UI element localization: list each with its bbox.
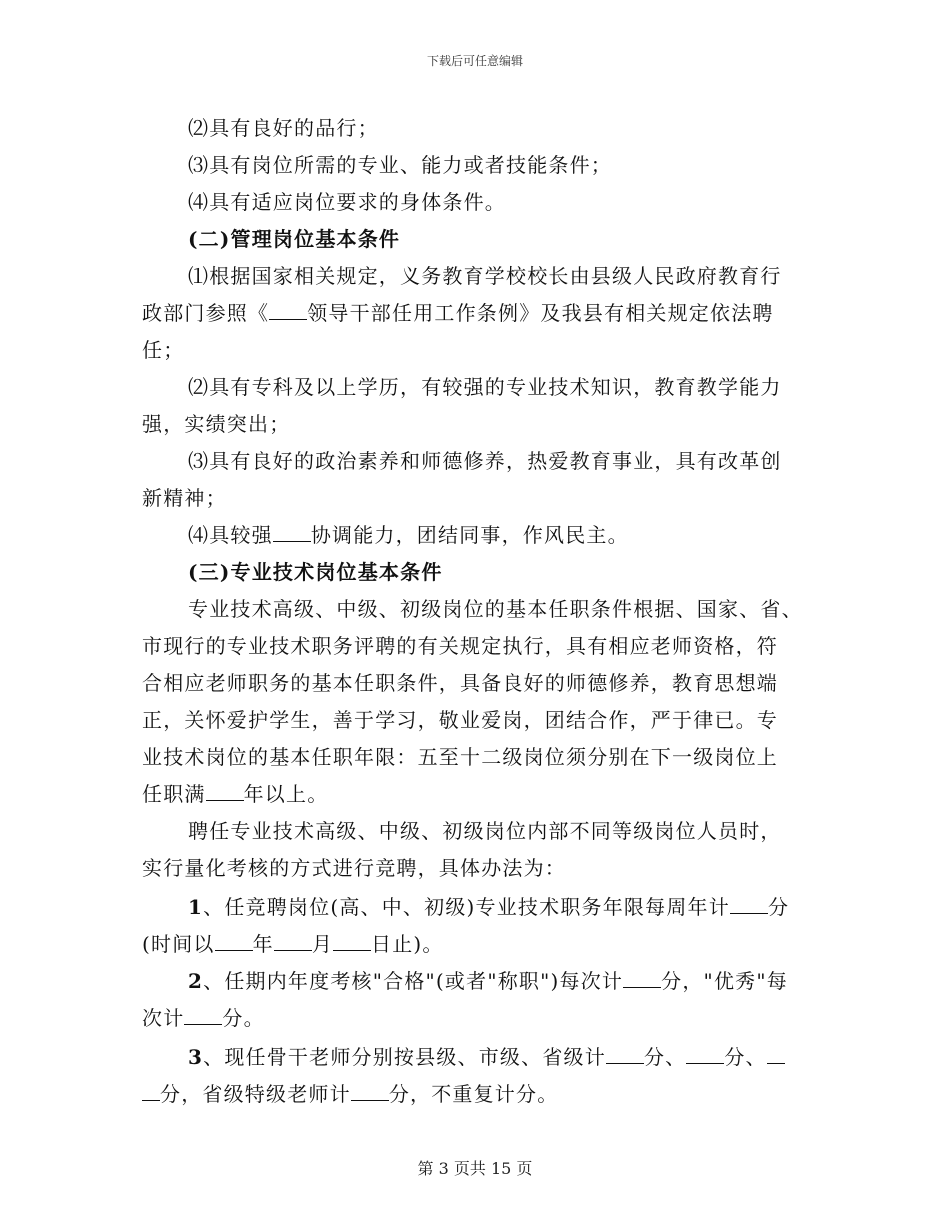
fill-blank (142, 1082, 160, 1101)
paragraph-line (188, 895, 789, 919)
paragraph-line: ⑵具有良好的品行； (188, 116, 379, 140)
fill-blank (184, 1006, 222, 1025)
fill-blank (686, 1045, 724, 1064)
fill-blank (351, 1082, 389, 1101)
text-segment: 分 (767, 895, 790, 919)
paragraph-line: ⑷具有适应岗位要求的身体条件。 (188, 190, 506, 214)
fill-blank (623, 969, 661, 988)
paragraph-line: ⑵具有专科及以上学历，有较强的专业技术知识，教育教学能力 (188, 375, 782, 399)
text-segment: 年 (252, 932, 274, 956)
text-segment: 分。 (222, 1006, 265, 1030)
text-segment: 协调能力，团结同事，作风民主。 (310, 523, 629, 547)
fill-blank (274, 932, 312, 951)
fill-blank (206, 782, 244, 801)
paragraph-line (142, 932, 444, 956)
paragraph-line: 合相应老师职务的基本任职条件，具备良好的师德修养，教育思想端 (142, 671, 778, 695)
section-heading: (三)专业技术岗位基本条件 (188, 560, 443, 584)
text-segment: 任职满 (142, 782, 206, 806)
paragraph-line (188, 523, 629, 547)
section-heading: (二)管理岗位基本条件 (188, 227, 401, 251)
text-segment: 、任竞聘岗位(高、中、初级)专业技术职务年限每周年计 (203, 895, 730, 919)
text-segment: ⑷具较强 (188, 523, 273, 547)
fill-blank (269, 301, 307, 320)
paragraph-line (142, 782, 328, 806)
paragraph-line: 专业技术高级、中级、初级岗位的基本任职条件根据、国家、省、 (188, 597, 803, 621)
paragraph-line (188, 969, 788, 993)
fill-blank (730, 895, 768, 914)
text-segment: 日止)。 (371, 932, 444, 956)
paragraph-line: 业技术岗位的基本任职年限：五至十二级岗位须分别在下一级岗位上 (142, 745, 778, 769)
paragraph-line: 实行量化考核的方式进行竞聘，具体办法为： (142, 856, 566, 880)
fill-blank (333, 932, 371, 951)
text-segment: 分，不重复计分。 (388, 1082, 559, 1106)
fill-blank (215, 932, 253, 951)
paragraph-line (188, 1045, 785, 1069)
text-segment: 月 (311, 932, 334, 956)
text-segment: 政部门参照《 (142, 301, 270, 325)
paragraph-line: ⑶具有岗位所需的专业、能力或者技能条件； (188, 153, 612, 177)
fill-blank (606, 1045, 644, 1064)
fill-blank (273, 523, 311, 542)
item-number: 3 (188, 1045, 204, 1069)
item-number: 2 (188, 969, 204, 993)
page-header: 下载后可任意编辑 (426, 54, 523, 68)
page-footer: 第 3 页共 15 页 (417, 1159, 533, 1178)
text-segment: 分，省级特级老师计 (160, 1082, 351, 1106)
item-number: 1 (188, 895, 204, 919)
paragraph-line: 新精神； (142, 486, 227, 510)
paragraph-line: 正，关怀爱护学生，善于学习，敬业爱岗，团结合作，严于律已。专 (142, 708, 778, 732)
paragraph-line: 任； (142, 338, 185, 362)
text-segment: 年以上。 (243, 782, 329, 806)
text-segment: 分、 (643, 1045, 687, 1069)
paragraph-line (142, 1006, 265, 1030)
text-segment: 分，"优秀"每 (661, 969, 788, 993)
paragraph-line: ⑴根据国家相关规定，义务教育学校校长由县级人民政府教育行 (188, 264, 782, 288)
text-segment: 、现任骨干老师分别按县级、市级、省级计 (203, 1045, 606, 1069)
paragraph-line (142, 301, 774, 325)
text-segment: 领导干部任用工作条例》及我县有相关规定依法聘 (307, 301, 774, 325)
paragraph-line: 聘任专业技术高级、中级、初级岗位内部不同等级岗位人员时， (188, 819, 782, 843)
paragraph-line: 强，实绩突出； (142, 412, 291, 436)
paragraph-line: ⑶具有良好的政治素养和师德修养，热爱教育事业，具有改革创 (188, 449, 782, 473)
paragraph-line: 市现行的专业技术职务评聘的有关规定执行，具有相应老师资格，符 (142, 634, 778, 658)
text-segment: 分、 (724, 1045, 767, 1069)
text-segment: (时间以 (142, 932, 215, 956)
fill-blank (767, 1045, 785, 1064)
text-segment: 、任期内年度考核"合格"(或者"称职")每次计 (203, 969, 624, 993)
paragraph-line (142, 1082, 558, 1106)
text-segment: 次计 (142, 1006, 185, 1030)
